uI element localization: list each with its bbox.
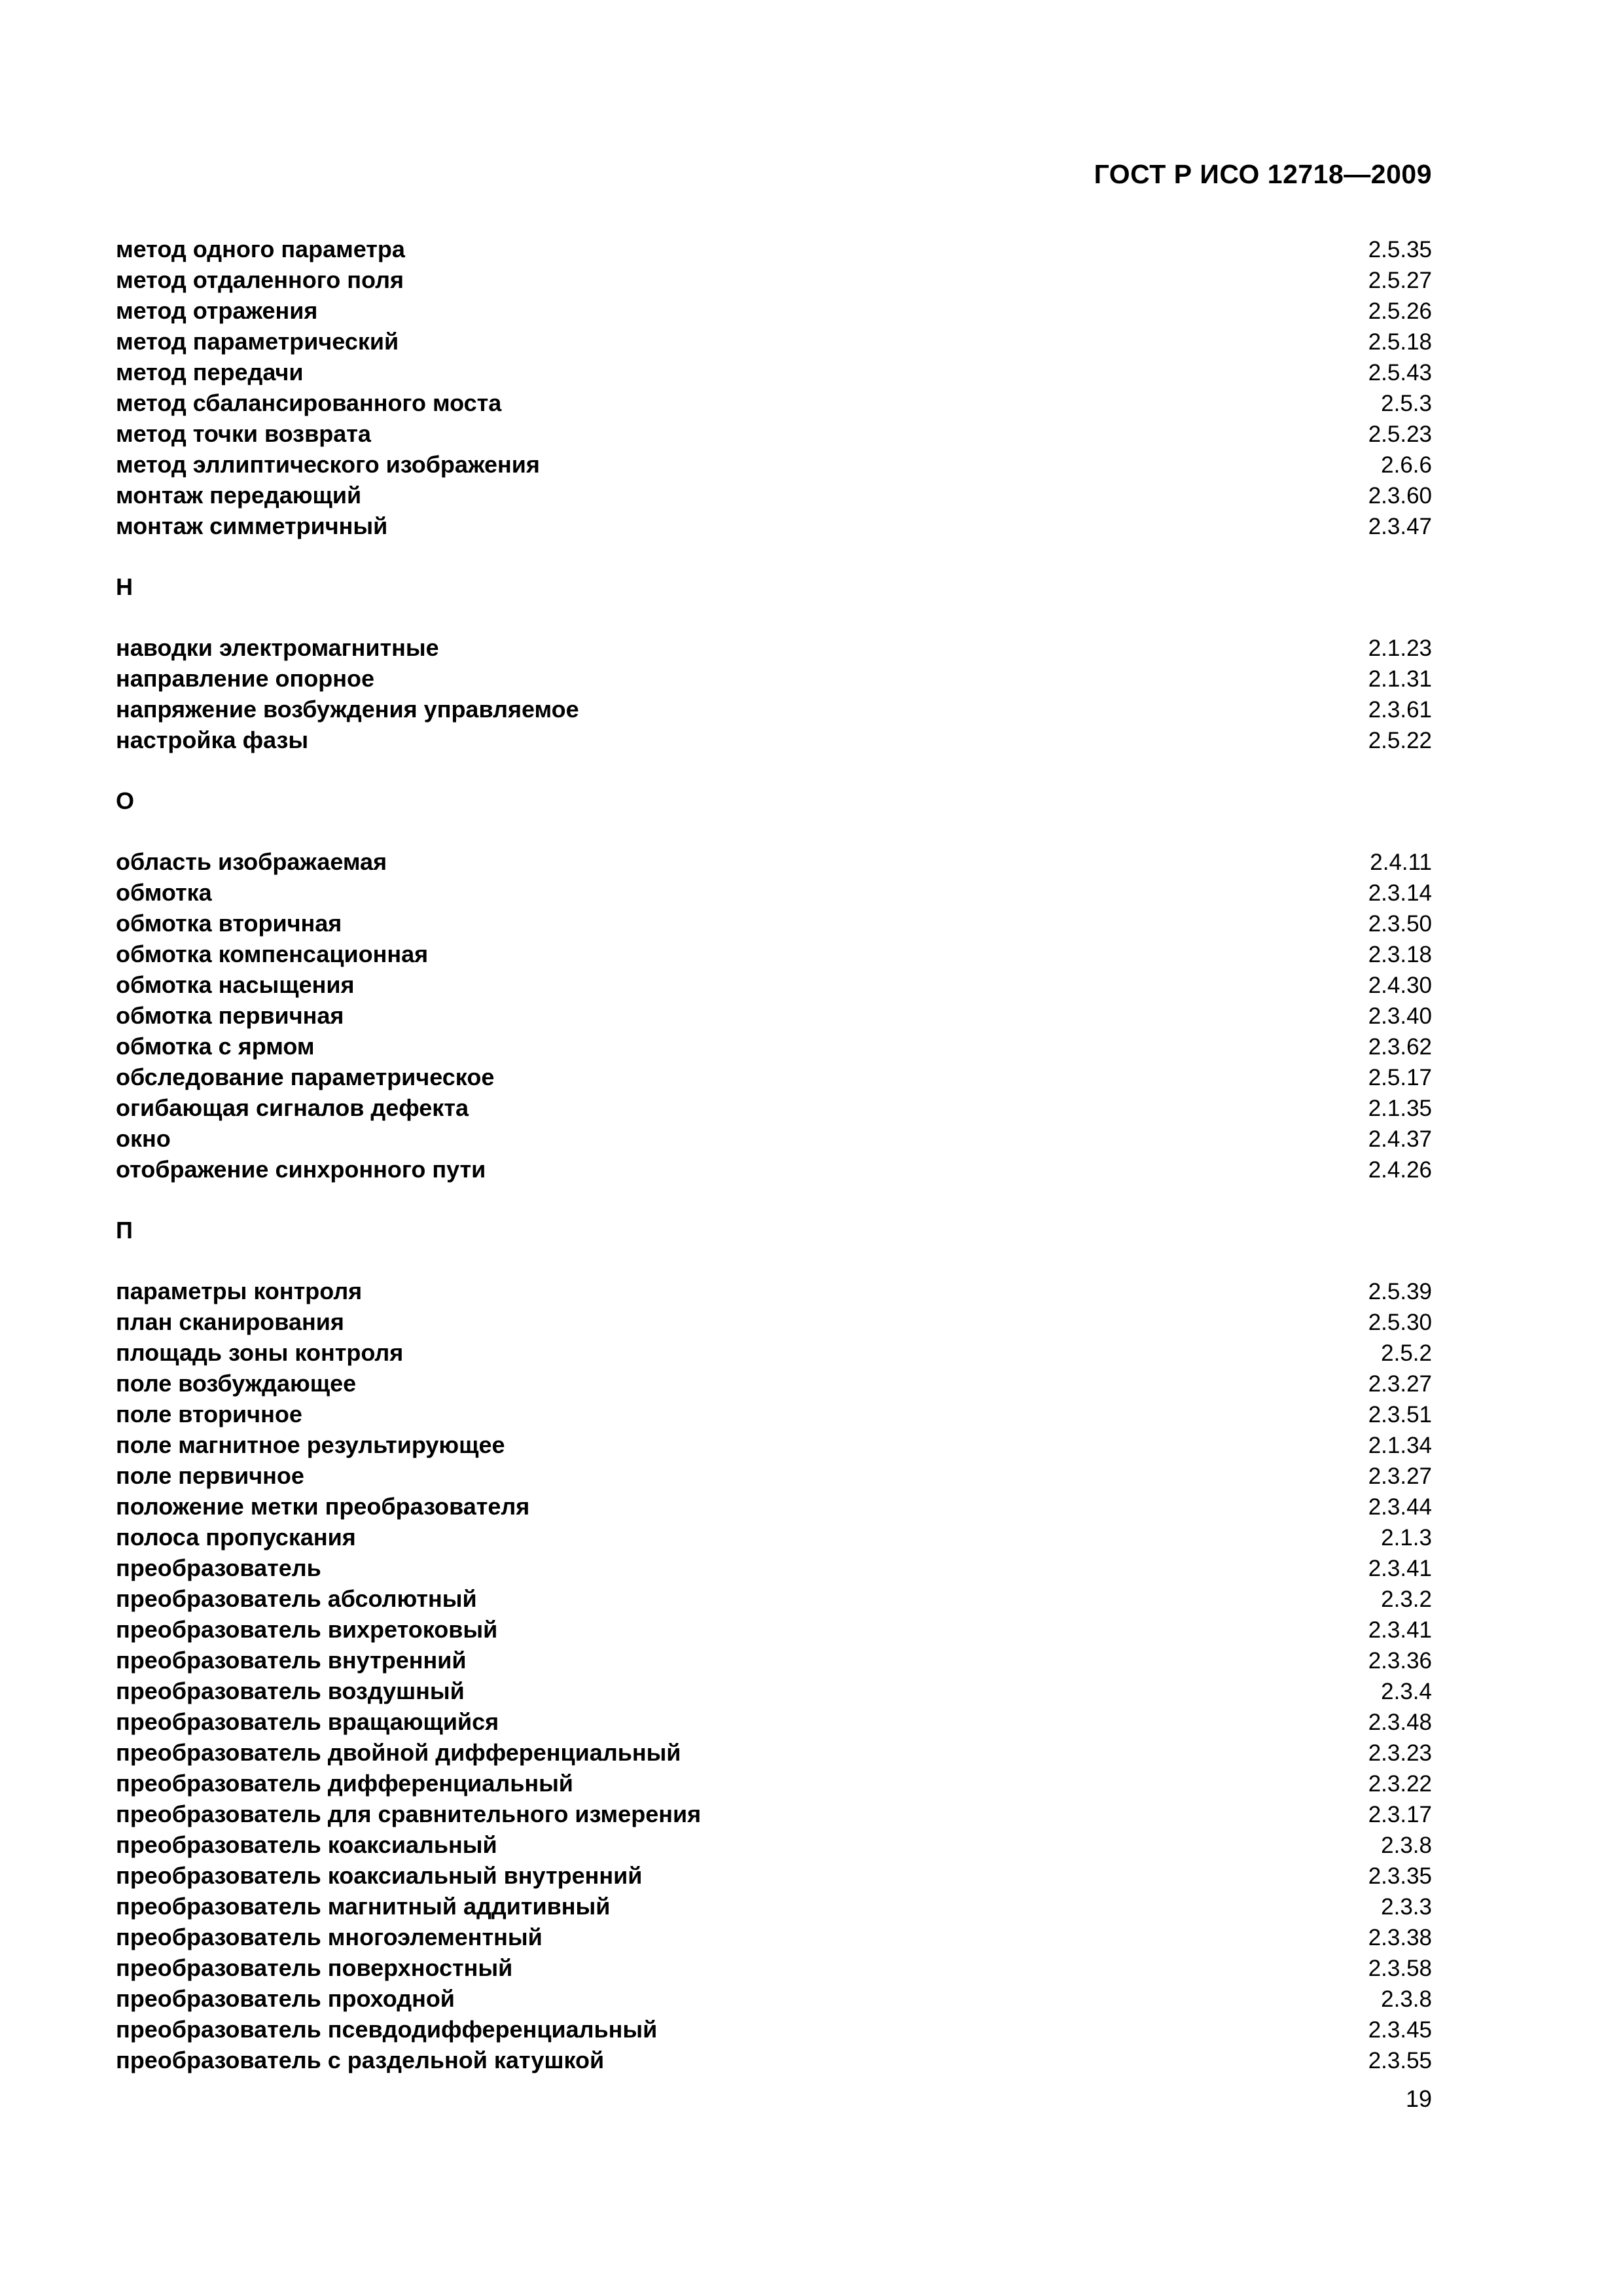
index-entry <box>116 908 1432 939</box>
index-entry <box>116 357 1432 387</box>
index-entry <box>116 1737 1432 1768</box>
index-term: область изображаемая <box>116 848 387 875</box>
index-reference: 2.3.50 <box>1368 911 1432 937</box>
index-entry <box>116 1062 1432 1092</box>
index-entry <box>116 969 1432 1000</box>
index-term: преобразователь псевдодифференциальный <box>116 2016 658 2043</box>
index-reference: 2.3.41 <box>1368 1617 1432 1643</box>
index-reference: 2.3.58 <box>1368 1956 1432 1981</box>
index-reference: 2.4.26 <box>1368 1157 1432 1183</box>
index-reference: 2.6.6 <box>1381 452 1432 478</box>
index-term: площадь зоны контроля <box>116 1339 404 1366</box>
index-reference: 2.5.18 <box>1368 329 1432 355</box>
index-reference: 2.5.3 <box>1381 391 1432 416</box>
index-entry <box>116 264 1432 295</box>
index-entry <box>116 234 1432 264</box>
index-term: преобразователь коаксиальный <box>116 1831 497 1858</box>
index-reference: 2.1.35 <box>1368 1096 1432 1121</box>
index-reference: 2.1.31 <box>1368 666 1432 692</box>
index-reference: 2.5.43 <box>1368 360 1432 386</box>
index-term: параметры контроля <box>116 1278 363 1304</box>
index-reference: 2.3.44 <box>1368 1494 1432 1520</box>
index-term: преобразователь двойной дифференциальный <box>116 1739 681 1766</box>
index-reference: 2.3.23 <box>1368 1740 1432 1766</box>
index-reference: 2.3.62 <box>1368 1034 1432 1060</box>
index-term: поле магнитное результирующее <box>116 1431 505 1458</box>
index-entry <box>116 1645 1432 1676</box>
index-reference: 2.3.27 <box>1368 1371 1432 1397</box>
index-term: преобразователь воздушный <box>116 1677 465 1704</box>
index-reference: 2.3.27 <box>1368 1463 1432 1489</box>
index-reference: 2.3.55 <box>1368 2048 1432 2073</box>
index-reference: 2.5.22 <box>1368 728 1432 753</box>
index-term: обмотка компенсационная <box>116 941 429 967</box>
index-term: наводки электромагнитные <box>116 634 439 661</box>
index-entry <box>116 1829 1432 1860</box>
index-term: обмотка первичная <box>116 1002 344 1029</box>
index-entry <box>116 1706 1432 1737</box>
index-reference: 2.5.17 <box>1368 1065 1432 1090</box>
index-term: поле первичное <box>116 1462 304 1489</box>
index-entry <box>116 1306 1432 1337</box>
index-section <box>116 234 1432 541</box>
index-entry <box>116 1276 1432 1306</box>
index-reference: 2.3.8 <box>1381 1986 1432 2012</box>
index-entry <box>116 939 1432 969</box>
index-entry <box>116 1799 1432 1829</box>
index-reference: 2.3.36 <box>1368 1648 1432 1674</box>
index-reference: 2.1.34 <box>1368 1433 1432 1458</box>
index-reference: 2.3.3 <box>1381 1894 1432 1920</box>
index-entry <box>116 1768 1432 1799</box>
index-entry <box>116 1922 1432 1952</box>
index-section <box>116 1215 1432 2075</box>
index-reference: 2.1.23 <box>1368 636 1432 661</box>
index-term: преобразователь магнитный аддитивный <box>116 1893 611 1920</box>
index-term: метод отдаленного поля <box>116 266 404 293</box>
index-term: поле возбуждающее <box>116 1370 357 1397</box>
index-term: огибающая сигналов дефекта <box>116 1094 469 1121</box>
index-reference: 2.5.2 <box>1381 1340 1432 1366</box>
index-term: полоса пропускания <box>116 1524 356 1551</box>
index-entry <box>116 694 1432 725</box>
index-term: монтаж передающий <box>116 482 362 509</box>
index-term: преобразователь дифференциальный <box>116 1770 573 1797</box>
subject-index <box>116 234 1432 2075</box>
index-entry <box>116 449 1432 480</box>
index-entry <box>116 1429 1432 1460</box>
index-term: метод параметрический <box>116 328 399 355</box>
index-reference: 2.3.38 <box>1368 1925 1432 1950</box>
index-entry <box>116 1491 1432 1522</box>
index-term: обмотка <box>116 879 212 906</box>
index-entry <box>116 1552 1432 1583</box>
index-entry <box>116 846 1432 877</box>
index-entry <box>116 1583 1432 1614</box>
index-term: положение метки преобразователя <box>116 1493 530 1520</box>
index-term: направление опорное <box>116 665 374 692</box>
index-term: окно <box>116 1125 171 1152</box>
index-term: преобразователь проходной <box>116 1985 455 2012</box>
index-reference: 2.3.35 <box>1368 1863 1432 1889</box>
index-term: обследование параметрическое <box>116 1064 495 1090</box>
index-term: преобразователь вращающийся <box>116 1708 499 1735</box>
index-entry <box>116 1154 1432 1185</box>
index-term: преобразователь абсолютный <box>116 1585 477 1612</box>
index-term: метод сбалансированного моста <box>116 389 502 416</box>
index-reference: 2.3.41 <box>1368 1556 1432 1581</box>
index-term: преобразователь вихретоковый <box>116 1616 498 1643</box>
index-reference: 2.3.18 <box>1368 942 1432 967</box>
index-entry <box>116 511 1432 541</box>
index-entry <box>116 725 1432 755</box>
index-entry <box>116 1860 1432 1891</box>
index-section <box>116 571 1432 755</box>
index-entry <box>116 663 1432 694</box>
index-reference: 2.3.61 <box>1368 697 1432 723</box>
index-reference: 2.3.22 <box>1368 1771 1432 1797</box>
section-letter-heading: Н <box>116 573 133 600</box>
index-term: метод одного параметра <box>116 236 405 262</box>
index-entry <box>116 1337 1432 1368</box>
index-entry <box>116 1891 1432 1922</box>
index-reference: 2.3.8 <box>1381 1833 1432 1858</box>
index-entry <box>116 1000 1432 1031</box>
index-term: обмотка вторичная <box>116 910 342 937</box>
index-entry <box>116 480 1432 511</box>
index-entry <box>116 1031 1432 1062</box>
index-reference: 2.5.39 <box>1368 1279 1432 1304</box>
index-term: метод точки возврата <box>116 420 371 447</box>
index-term: преобразователь коаксиальный внутренний <box>116 1862 643 1889</box>
index-entry <box>116 387 1432 418</box>
index-entry <box>116 2014 1432 2045</box>
index-term: преобразователь <box>116 1554 321 1581</box>
index-entry <box>116 1368 1432 1399</box>
index-term: преобразователь с раздельной катушкой <box>116 2047 605 2073</box>
index-reference: 2.3.60 <box>1368 483 1432 509</box>
index-entry <box>116 1676 1432 1706</box>
index-term: метод передачи <box>116 359 304 386</box>
index-reference: 2.3.40 <box>1368 1003 1432 1029</box>
index-reference: 2.3.4 <box>1381 1679 1432 1704</box>
index-entry <box>116 1123 1432 1154</box>
index-term: преобразователь поверхностный <box>116 1954 513 1981</box>
index-reference: 2.3.14 <box>1368 880 1432 906</box>
index-reference: 2.5.23 <box>1368 422 1432 447</box>
index-term: преобразователь внутренний <box>116 1647 467 1674</box>
index-term: план сканирования <box>116 1308 344 1335</box>
index-section <box>116 785 1432 1185</box>
index-term: преобразователь многоэлементный <box>116 1924 543 1950</box>
index-reference: 2.4.37 <box>1368 1126 1432 1152</box>
index-term: преобразователь для сравнительного измерения <box>116 1801 702 1827</box>
index-term: напряжение возбуждения управляемое <box>116 696 579 723</box>
index-reference: 2.3.17 <box>1368 1802 1432 1827</box>
index-reference: 2.5.30 <box>1368 1310 1432 1335</box>
index-term: настройка фазы <box>116 726 309 753</box>
index-term: отображение синхронного пути <box>116 1156 486 1183</box>
index-term: обмотка с ярмом <box>116 1033 315 1060</box>
index-entry <box>116 1983 1432 2014</box>
index-entry <box>116 1092 1432 1123</box>
index-entry <box>116 418 1432 449</box>
index-reference: 2.1.3 <box>1381 1525 1432 1551</box>
index-term: метод отражения <box>116 297 318 324</box>
index-reference: 2.3.2 <box>1381 1587 1432 1612</box>
document-header: ГОСТ Р ИСО 12718—2009 <box>1094 159 1432 189</box>
index-entry <box>116 1399 1432 1429</box>
index-reference: 2.5.26 <box>1368 298 1432 324</box>
index-entry <box>116 1614 1432 1645</box>
index-reference: 2.3.51 <box>1368 1402 1432 1427</box>
section-letter-heading: П <box>116 1217 133 1244</box>
index-reference: 2.5.27 <box>1368 268 1432 293</box>
index-term: монтаж симметричный <box>116 512 388 539</box>
index-reference: 2.3.47 <box>1368 514 1432 539</box>
index-entry <box>116 295 1432 326</box>
index-entry <box>116 877 1432 908</box>
index-reference: 2.4.30 <box>1368 973 1432 998</box>
index-entry <box>116 1460 1432 1491</box>
index-entry <box>116 326 1432 357</box>
index-entry <box>116 1952 1432 1983</box>
page-number: 19 <box>1405 2085 1432 2112</box>
index-term: метод эллиптического изображения <box>116 451 540 478</box>
index-term: обмотка насыщения <box>116 971 355 998</box>
index-reference: 2.5.35 <box>1368 237 1432 262</box>
index-reference: 2.3.48 <box>1368 1710 1432 1735</box>
index-entry <box>116 2045 1432 2075</box>
index-reference: 2.4.11 <box>1370 850 1432 875</box>
index-term: поле вторичное <box>116 1401 302 1427</box>
index-entry <box>116 632 1432 663</box>
index-entry <box>116 1522 1432 1552</box>
section-letter-heading: О <box>116 787 135 814</box>
index-reference: 2.3.45 <box>1368 2017 1432 2043</box>
